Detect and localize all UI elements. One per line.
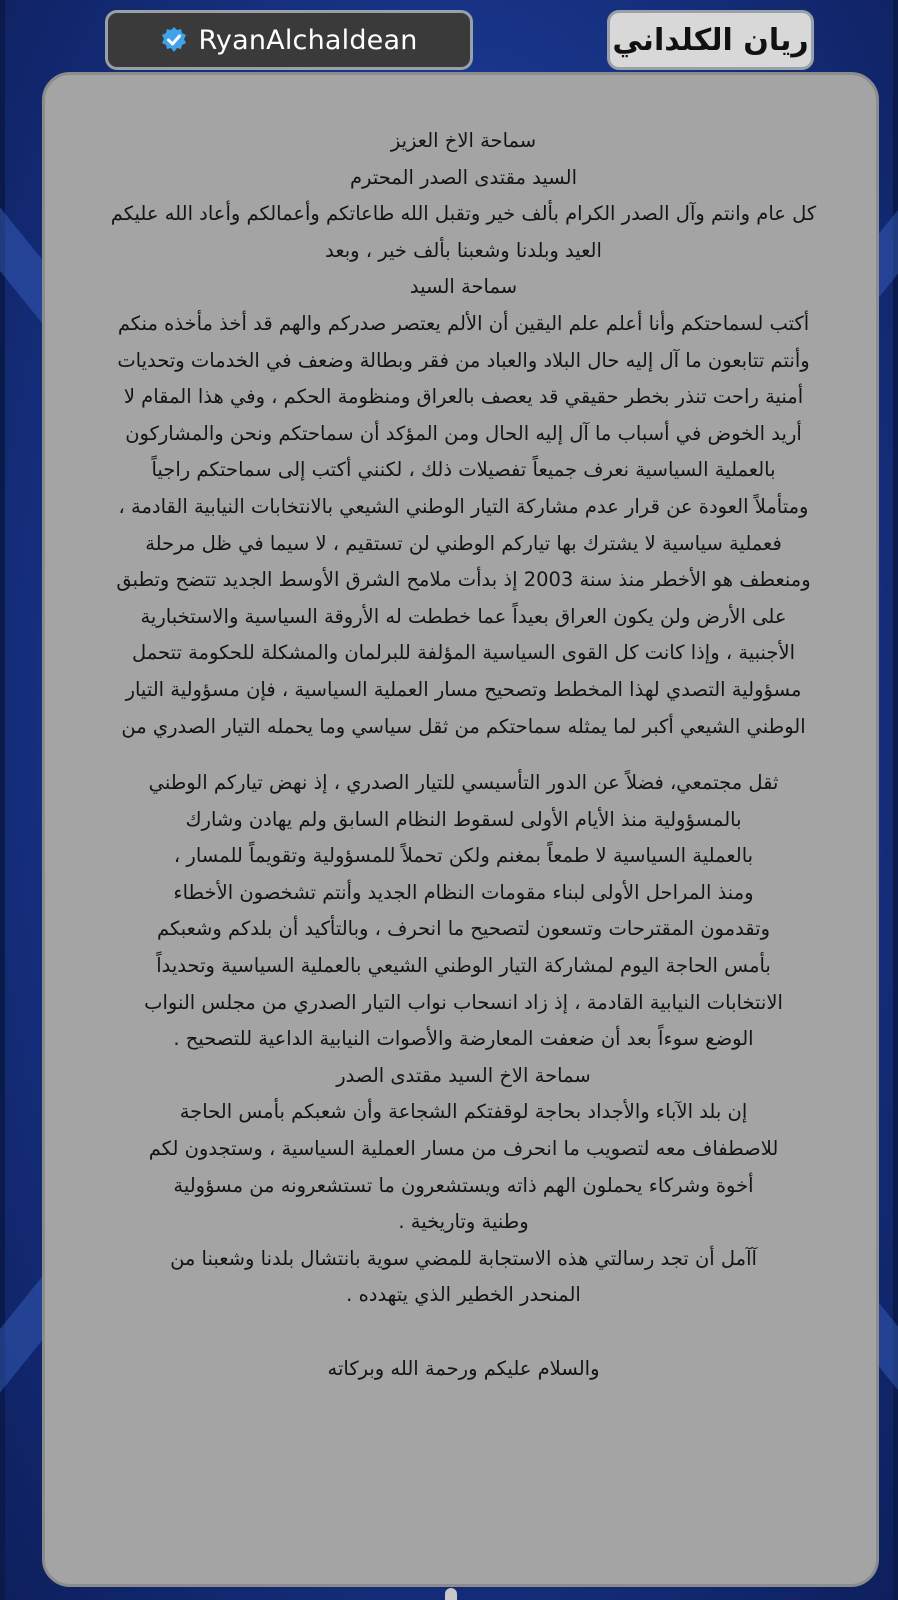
letter-line: سماحة السيد bbox=[409, 275, 518, 299]
letter-line: بالمسؤولية منذ الأيام الأولى لسقوط النظام السابق ولم يهادن وشارك bbox=[185, 807, 742, 831]
username-badge bbox=[105, 10, 473, 70]
letter-line: الانتخابات النيابية القادمة ، إذ زاد انسحاب نواب التيار الصدري من مجلس النواب bbox=[144, 990, 783, 1014]
letter-closing: والسلام عليكم ورحمة الله وبركاته bbox=[327, 1356, 600, 1380]
arabic-name-badge bbox=[607, 10, 814, 70]
letter-line: الوضع سوءاً بعد أن ضعفت المعارضة والأصوات النيابية الداعية للتصحيح . bbox=[173, 1027, 754, 1051]
letter-line-blank bbox=[65, 1314, 862, 1351]
letter-card bbox=[42, 72, 879, 1587]
letter-text bbox=[65, 123, 862, 1387]
letter-line: فعملية سياسية لا يشترك بها تياركم الوطني لن تستقيم ، لا سيما في ظل مرحلة bbox=[145, 531, 782, 555]
page-seam bbox=[65, 745, 862, 765]
letter-line: أمنية راحت تنذر بخطر حقيقي قد يعصف بالعراق ومنظومة الحكم ، وفي هذا المقام لا bbox=[123, 385, 804, 409]
letter-line: وأنتم تتابعون ما آل إليه حال البلاد والعباد من فقر وبطالة وضعف في الخدمات وتحديات bbox=[117, 348, 810, 372]
letter-line: أريد الخوض في أسباب ما آل إليه الحال ومن المؤكد أن سماحتكم ونحن والمشاركون bbox=[125, 421, 802, 445]
letter-line: أخوة وشركاء يحملون الهم ذاته ويستشعرون ما تستشعرونه من مسؤولية bbox=[173, 1173, 754, 1197]
letter-line: بالعملية السياسية لا طمعاً بمغنم ولكن تحملاً للمسؤولية وتقويماً للمسار ، bbox=[173, 844, 754, 868]
letter-line: ومنعطف هو الأخطر منذ سنة 2003 إذ بدأت ملامح الشرق الأوسط الجديد تتضح وتطبق bbox=[116, 568, 811, 592]
letter-line: آآمل أن تجد رسالتي هذه الاستجابة للمضي سوية بانتشال بلدنا وشعبنا من bbox=[170, 1246, 757, 1270]
arabic-name: ريان الكلداني bbox=[612, 22, 809, 58]
letter-line: سماحة الاخ السيد مقتدى الصدر bbox=[336, 1063, 591, 1087]
letter-line: ومنذ المراحل الأولى لبناء مقومات النظام الجديد وأنتم تشخصون الأخطاء bbox=[173, 880, 754, 904]
letter-line: مسؤولية التصدي لهذا المخطط وتصحيح مسار العملية السياسية ، فإن مسؤولية التيار bbox=[125, 677, 802, 701]
letter-line: ثقل مجتمعي، فضلاً عن الدور التأسيسي للتيار الصدري ، إذ نهض تياركم الوطني bbox=[148, 771, 779, 795]
letter-line: المنحدر الخطير الذي يتهدده . bbox=[346, 1283, 581, 1307]
letter-line: الوطني الشيعي أكبر لما يمثله سماحتكم من ثقل سياسي وما يحمله التيار الصدري من bbox=[121, 714, 806, 738]
letter-line: العيد وبلدنا وشعبنا بألف خير ، وبعد bbox=[325, 238, 602, 262]
letter-line: على الأرض ولن يكون العراق بعيداً عما خططت له الأروقة السياسية والاستخبارية bbox=[140, 604, 787, 628]
letter-line: للاصطفاف معه لتصويب ما انحرف من مسار العملية السياسية ، وستجدون لكم bbox=[148, 1137, 779, 1161]
letter-line: أكتب لسماحتكم وأنا أعلم علم اليقين أن الألم يعتصر صدركم والهم قد أخذ مأخذه منكم bbox=[117, 311, 810, 335]
letter-line: وتقدمون المقترحات وتسعون لتصحيح ما انحرف ، وبالتأكيد أن بلدكم وشعبكم bbox=[156, 917, 771, 941]
username-handle: RyanAlchaldean bbox=[198, 24, 418, 56]
letter-line: وطنية وتاريخية . bbox=[398, 1210, 529, 1234]
letter-line: إن بلد الآباء والأجداد بحاجة لوقفتكم الشجاعة وأن شعبكم بأمس الحاجة bbox=[179, 1100, 748, 1124]
letter-line: سماحة الاخ العزيز bbox=[390, 129, 537, 152]
letter-line: بأمس الحاجة اليوم لمشاركة التيار الوطني الشيعي بالعملية السياسية وتحديداً bbox=[156, 954, 771, 978]
letter-line: السيد مقتدى الصدر المحترم bbox=[349, 165, 578, 189]
bottom-handle bbox=[445, 1588, 457, 1600]
letter-line: ومتأملاً العودة عن قرار عدم مشاركة التيار الوطني الشيعي بالانتخابات النيابية القادمة ، bbox=[118, 494, 809, 518]
verified-badge-icon bbox=[160, 26, 188, 54]
letter-line: الأجنبية ، وإذا كانت كل القوى السياسية المؤلفة للبرلمان والمشكلة للحكومة تتحمل bbox=[131, 641, 796, 665]
letter-line: بالعملية السياسية نعرف جميعاً تفصيلات ذلك ، لكنني أكتب إلى سماحتكم راجياً bbox=[151, 458, 776, 482]
letter-line: كل عام وانتم وآل الصدر الكرام بألف خير وتقبل الله طاعاتكم وأعمالكم وأعاد الله عليكم bbox=[110, 202, 817, 226]
